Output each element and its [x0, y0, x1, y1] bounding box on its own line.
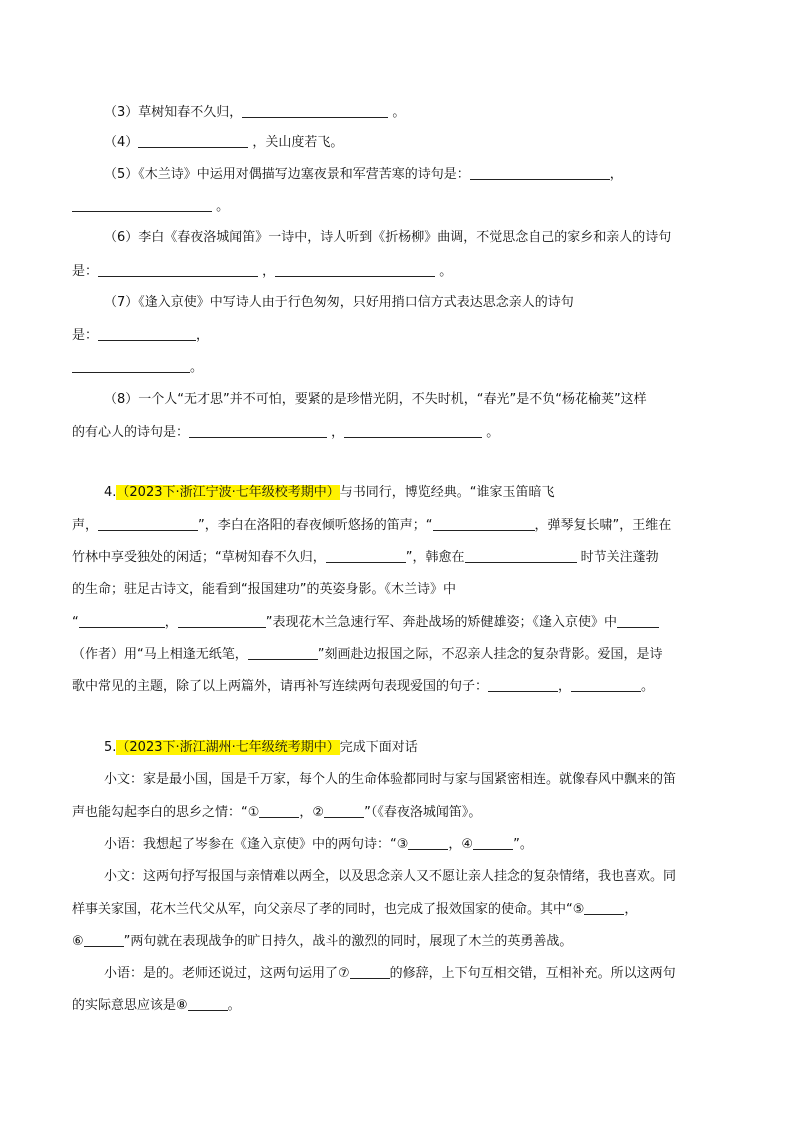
q4-line-3 — [72, 549, 659, 566]
item-5 — [104, 166, 623, 183]
q5-text: 。 — [227, 998, 241, 1013]
q4-text: ， — [558, 679, 572, 694]
answer-blank[interactable] — [617, 614, 659, 628]
q5-text: 的实际意思应该是 — [72, 998, 177, 1013]
q5-line-7 — [104, 965, 676, 982]
blank-marker: ④ — [461, 837, 474, 852]
answer-blank[interactable] — [488, 678, 558, 692]
answer-blank[interactable] — [259, 804, 299, 818]
answer-blank[interactable] — [98, 327, 196, 341]
item-4-text: ，关山度若飞。 — [248, 135, 344, 150]
q5-text: 小语：我想起了岑参在《逢入京使》中的两句诗：“ — [104, 837, 397, 852]
question-4-heading — [104, 485, 555, 501]
q4-text: “ — [72, 615, 79, 630]
item-7-text: （7）《逢入京使》中写诗人由于行色匆匆，只好用捎口信方式表达思念亲人的诗句 — [104, 295, 574, 310]
q4-line-2 — [72, 517, 671, 534]
item-7-cont — [72, 327, 209, 344]
q5-text: 小文：家是最小国，国是千万家，每个人的生命体验都同时与家与国紧密相连。就像春风中飘来的笛 — [104, 772, 677, 787]
q4-line-4 — [72, 582, 456, 598]
answer-blank[interactable] — [326, 549, 406, 563]
q5-text: 的修辞，上下句互相交错，互相补充。所以这两句 — [389, 966, 676, 981]
blank-marker: ⑤ — [572, 902, 585, 917]
question-5-title: 完成下面对话 — [339, 740, 418, 755]
blank-marker: ⑧ — [176, 998, 188, 1013]
answer-blank[interactable] — [324, 804, 364, 818]
question-5-heading — [104, 740, 418, 756]
q4-text: 竹林中享受独处的闲适；“草树知春不久归， — [72, 550, 326, 565]
question-number: 5. — [104, 740, 117, 755]
q4-text: 时节关注蓬勃 — [576, 550, 659, 565]
q4-text: ”，李白在洛阳的春夜倾听悠扬的笛声；“ — [198, 518, 433, 533]
item-5-end: 。 — [212, 199, 230, 214]
item-7-prefix: 是： — [72, 328, 99, 343]
blank-marker: ② — [312, 805, 325, 820]
q5-text: 样事关家国，花木兰代父从军，向父亲尽了孝的同时，也完成了报效国家的使命。其中“ — [72, 902, 573, 917]
item-3-end: 。 — [388, 105, 406, 120]
q4-text: 声， — [72, 518, 99, 533]
question-source-badge: （2023下·浙江宁波·七年级校考期中） — [116, 485, 340, 500]
answer-blank[interactable] — [72, 359, 190, 373]
answer-blank[interactable] — [178, 614, 266, 628]
item-7-comma: ， — [196, 328, 210, 343]
blank-marker: ① — [247, 805, 260, 820]
q5-text: 小语：是的。老师还说过，这两句运用了 — [104, 966, 339, 981]
q5-text: ， — [299, 805, 313, 820]
q4-text: 歌中常见的主题，除了以上两篇外，请再补写连续两句表现爱国的句子： — [72, 679, 489, 694]
answer-blank[interactable] — [584, 901, 624, 915]
q4-text: ”，韩愈在 — [405, 550, 465, 565]
answer-blank[interactable] — [188, 997, 228, 1011]
answer-blank[interactable] — [98, 517, 198, 531]
blank-marker: ⑦ — [338, 966, 350, 981]
question-number: 4. — [104, 485, 117, 500]
q5-line-8 — [72, 997, 241, 1014]
item-8 — [104, 392, 647, 408]
q5-line-5 — [72, 901, 637, 918]
item-6-prefix: 是： — [72, 264, 99, 279]
answer-blank[interactable] — [408, 836, 448, 850]
q5-text: ”两句就在表现战争的旷日持久，战斗的激烈的同时，展现了木兰的英勇善战。 — [123, 934, 573, 949]
item-5-comma: ， — [609, 167, 623, 182]
q5-text: 小文：这两句抒写报国与亲情难以两全，以及思念亲人又不愿让亲人挂念的复杂情绪，我也喜欢。同 — [104, 869, 677, 884]
q5-line-2 — [72, 804, 481, 821]
answer-blank[interactable] — [433, 517, 535, 531]
q4-text: 的生命；驻足古诗文，能看到“报国建功”的英姿身影。《木兰诗》中 — [72, 582, 456, 597]
item-6-text: （6）李白《春夜洛城闻笛》一诗中，诗人听到《折杨柳》曲调，不觉思念自己的家乡和亲人的诗句 — [104, 230, 672, 245]
item-8-text: （8）一个人“无才思”并不可怕，要紧的是珍惜光阴，不失时机，“春光”是不负“杨花榆荚”这样 — [104, 392, 647, 407]
q4-text: ”表现花木兰急速行军、奔赴战场的矫健雄姿；《逢入京使》中 — [265, 615, 618, 630]
q5-text: 声也能勾起李白的思乡之情：“ — [72, 805, 248, 820]
answer-blank[interactable] — [248, 646, 318, 660]
item-6-cont — [72, 263, 452, 280]
q4-text: 。 — [641, 679, 655, 694]
item-5-text: （5）《木兰诗》中运用对偶描写边塞夜景和军营苦寒的诗句是： — [104, 167, 470, 182]
q5-line-4 — [104, 869, 676, 885]
q4-text: ”刻画赴边报国之际，不忍亲人挂念的复杂背影。爱国，是诗 — [317, 647, 663, 662]
answer-blank[interactable] — [473, 836, 513, 850]
answer-blank[interactable] — [571, 678, 641, 692]
item-6-comma: ， — [258, 264, 276, 279]
answer-blank[interactable] — [275, 263, 435, 277]
item-3 — [104, 104, 405, 121]
answer-blank[interactable] — [79, 614, 165, 628]
item-3-text: （3）草树知春不久归， — [104, 105, 243, 120]
answer-blank[interactable] — [344, 424, 482, 438]
answer-blank[interactable] — [138, 134, 248, 148]
item-4 — [104, 134, 343, 151]
question-4-text: 与书同行，博览经典。“谁家玉笛暗飞 — [339, 485, 555, 500]
q5-line-3 — [104, 836, 533, 853]
item-8-cont — [72, 424, 499, 441]
blank-marker: ⑥ — [72, 934, 84, 949]
item-7-cont2 — [72, 359, 203, 376]
item-5-cont — [72, 198, 229, 215]
q5-text: ”。 — [513, 837, 533, 852]
item-6 — [104, 230, 671, 246]
item-8-end: 。 — [482, 425, 500, 440]
answer-blank[interactable] — [470, 166, 610, 180]
answer-blank[interactable] — [465, 549, 577, 563]
answer-blank[interactable] — [242, 104, 388, 118]
item-7 — [104, 295, 574, 311]
answer-blank[interactable] — [189, 424, 327, 438]
q4-line-6 — [72, 646, 663, 663]
q5-line-1 — [104, 772, 676, 788]
q5-text: ”（《春夜洛城闻笛》。 — [364, 805, 482, 820]
q4-text: ， — [164, 615, 178, 630]
answer-blank[interactable] — [84, 933, 124, 947]
q5-text: ， — [624, 902, 638, 917]
answer-blank[interactable] — [98, 263, 258, 277]
item-8-prefix: 的有心人的诗句是： — [72, 425, 190, 440]
question-source-badge: （2023下·浙江湖州·七年级统考期中） — [116, 740, 340, 755]
item-4-num: （4） — [104, 135, 139, 150]
q5-line-6 — [72, 933, 572, 950]
q5-text: ， — [448, 837, 462, 852]
answer-blank[interactable] — [72, 198, 212, 212]
item-8-comma: ， — [327, 425, 345, 440]
q4-line-5 — [72, 614, 659, 631]
answer-blank[interactable] — [350, 965, 390, 979]
item-6-end: 。 — [435, 264, 453, 279]
q4-line-7 — [72, 678, 654, 695]
blank-marker: ③ — [396, 837, 409, 852]
q4-text: ，弹琴复长啸”，王维在 — [534, 518, 672, 533]
q4-text: （作者）用“马上相逢无纸笔， — [72, 647, 248, 662]
item-7-end: 。 — [190, 360, 204, 375]
